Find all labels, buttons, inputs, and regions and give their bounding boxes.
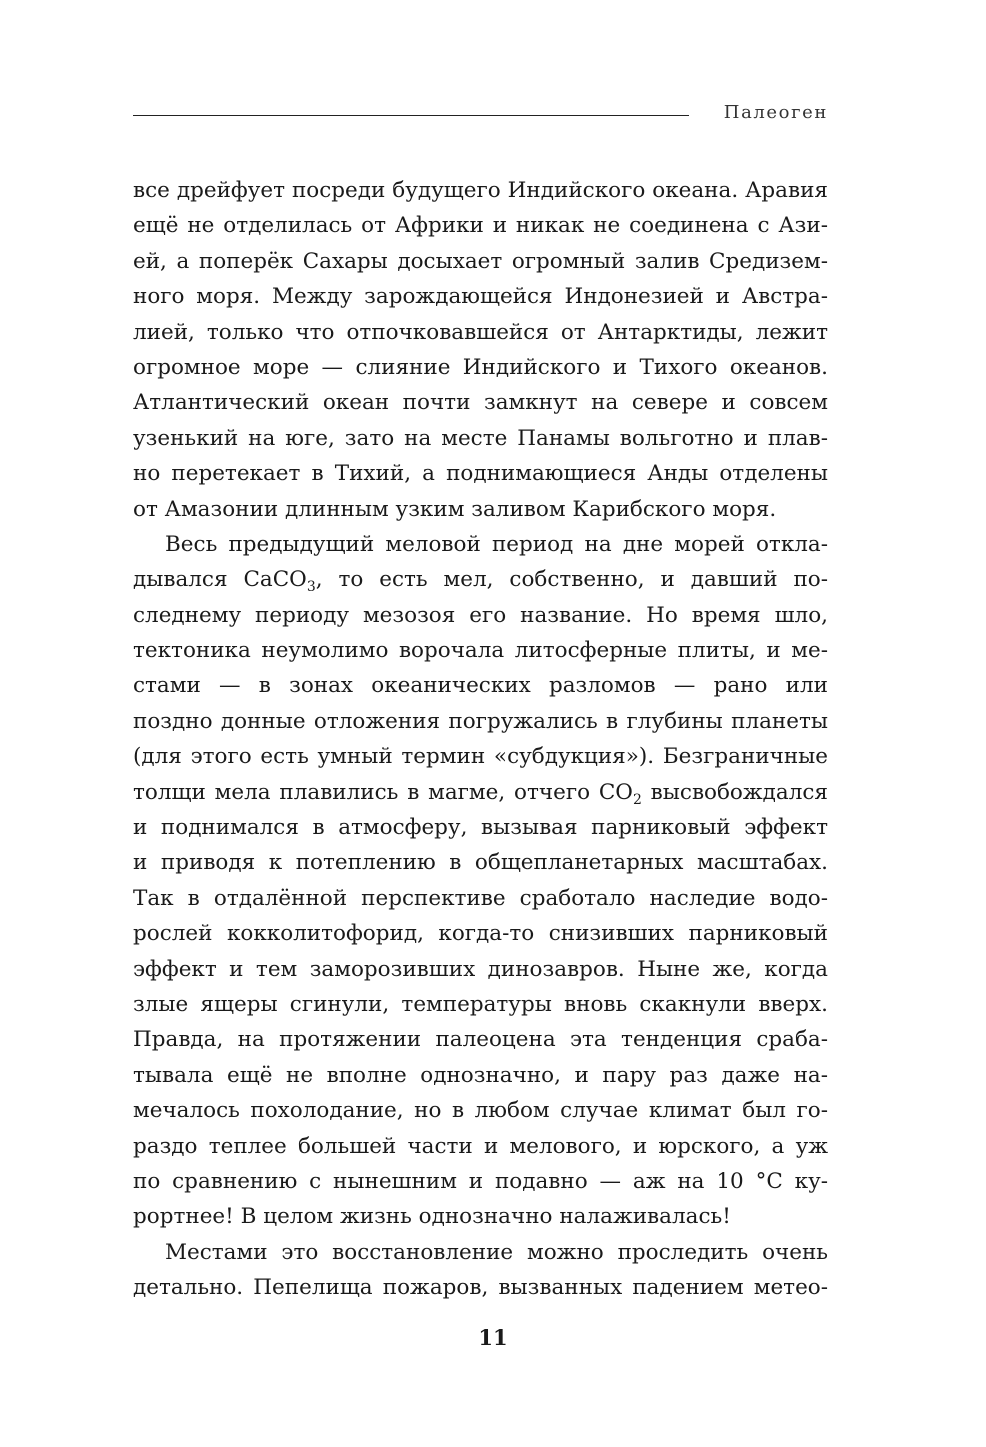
running-head	[133, 100, 828, 130]
text-line: детально. Пепелища пожаров, вызванных падением метео-	[133, 1275, 828, 1301]
formula-text-before: дывался CaCO	[133, 567, 307, 593]
page-number: 11	[478, 1325, 508, 1350]
running-title: Палеоген	[723, 102, 828, 123]
text-line-with-formula	[133, 775, 828, 810]
paragraph-3	[133, 1235, 828, 1306]
text-line: (для этого есть умный термин «субдукция»). Безграничные	[133, 744, 828, 770]
text-line: тектоника неумолимо ворочала литосферные плиты, и ме-	[133, 638, 828, 664]
text-line: Местами это восстановление можно проследить очень	[165, 1239, 828, 1265]
text-line: все дрейфует посреди будущего Индийского океана. Аравия	[133, 178, 828, 203]
text-line: Атлантический океан почти замкнут на севере и совсем	[133, 390, 828, 416]
text-line: узенький на юге, зато на месте Панамы вольготно и плав-	[133, 425, 828, 451]
text-line: стами — в зонах океанических разломов — рано или	[133, 673, 828, 699]
text-line: рослей кокколитофорид, когда-то снизивших парниковый	[133, 921, 828, 947]
paragraph-2	[133, 527, 828, 1235]
formula-text-after: , то есть мел, собственно, и давший по-	[315, 567, 829, 593]
text-line: Правда, на протяжении палеоцена эта тенденция сраба-	[133, 1027, 828, 1053]
text-line: огромное море — слияние Индийского и Тихого океанов.	[133, 354, 828, 380]
text-line: но перетекает в Тихий, а поднимающиеся Анды отделены	[133, 461, 828, 487]
text-line: Так в отдалённой перспективе сработало наследие водо-	[133, 885, 828, 911]
header-rule	[133, 115, 689, 116]
text-line: рортнее! В целом жизнь однозначно налаживалась!	[133, 1204, 731, 1230]
text-line: эффект и тем заморозивших динозавров. Ныне же, когда	[133, 956, 828, 982]
text-line: поздно донные отложения погружались в глубины планеты	[133, 708, 828, 734]
text-line: следнему периоду мезозоя его название. Но время шло,	[133, 602, 828, 628]
text-line: ей, а поперёк Сахары досыхает огромный залив Средизем-	[133, 248, 828, 274]
text-line: Весь предыдущий меловой период на дне морей откла-	[165, 531, 828, 557]
formula-text-before: толщи мела плавились в магме, отчего CO	[133, 779, 633, 805]
formula-subscript: 3	[306, 579, 316, 596]
body-text	[133, 173, 828, 1306]
text-line: ещё не отделилась от Африки и никак не соединена с Ази-	[133, 213, 828, 239]
text-line: по сравнению с нынешним и подавно — аж на 10 °С ку-	[133, 1168, 828, 1194]
text-line: и поднимался в атмосферу, вызывая парниковый эффект	[133, 815, 828, 841]
text-line: мечалось похолодание, но в любом случае климат был го-	[133, 1098, 828, 1124]
text-line: ного моря. Между зарождающейся Индонезией и Австра-	[133, 284, 828, 310]
text-line: раздо теплее большей части и мелового, и юрского, а уж	[133, 1133, 828, 1159]
text-line: злые ящеры сгинули, температуры вновь скакнули вверх.	[133, 991, 828, 1017]
formula-subscript: 2	[632, 791, 642, 808]
text-line: от Амазонии длинным узким заливом Карибского моря.	[133, 496, 777, 522]
text-line: лией, только что отпочковавшейся от Антарктиды, лежит	[133, 319, 828, 345]
paragraph-1	[133, 173, 828, 527]
text-line: тывала ещё не вполне однозначно, и пару раз даже на-	[133, 1062, 828, 1088]
text-line: и приводя к потеплению в общепланетарных масштабах.	[133, 850, 828, 876]
formula-text-after: высвобождался	[641, 779, 828, 805]
text-line-with-formula	[133, 562, 828, 597]
